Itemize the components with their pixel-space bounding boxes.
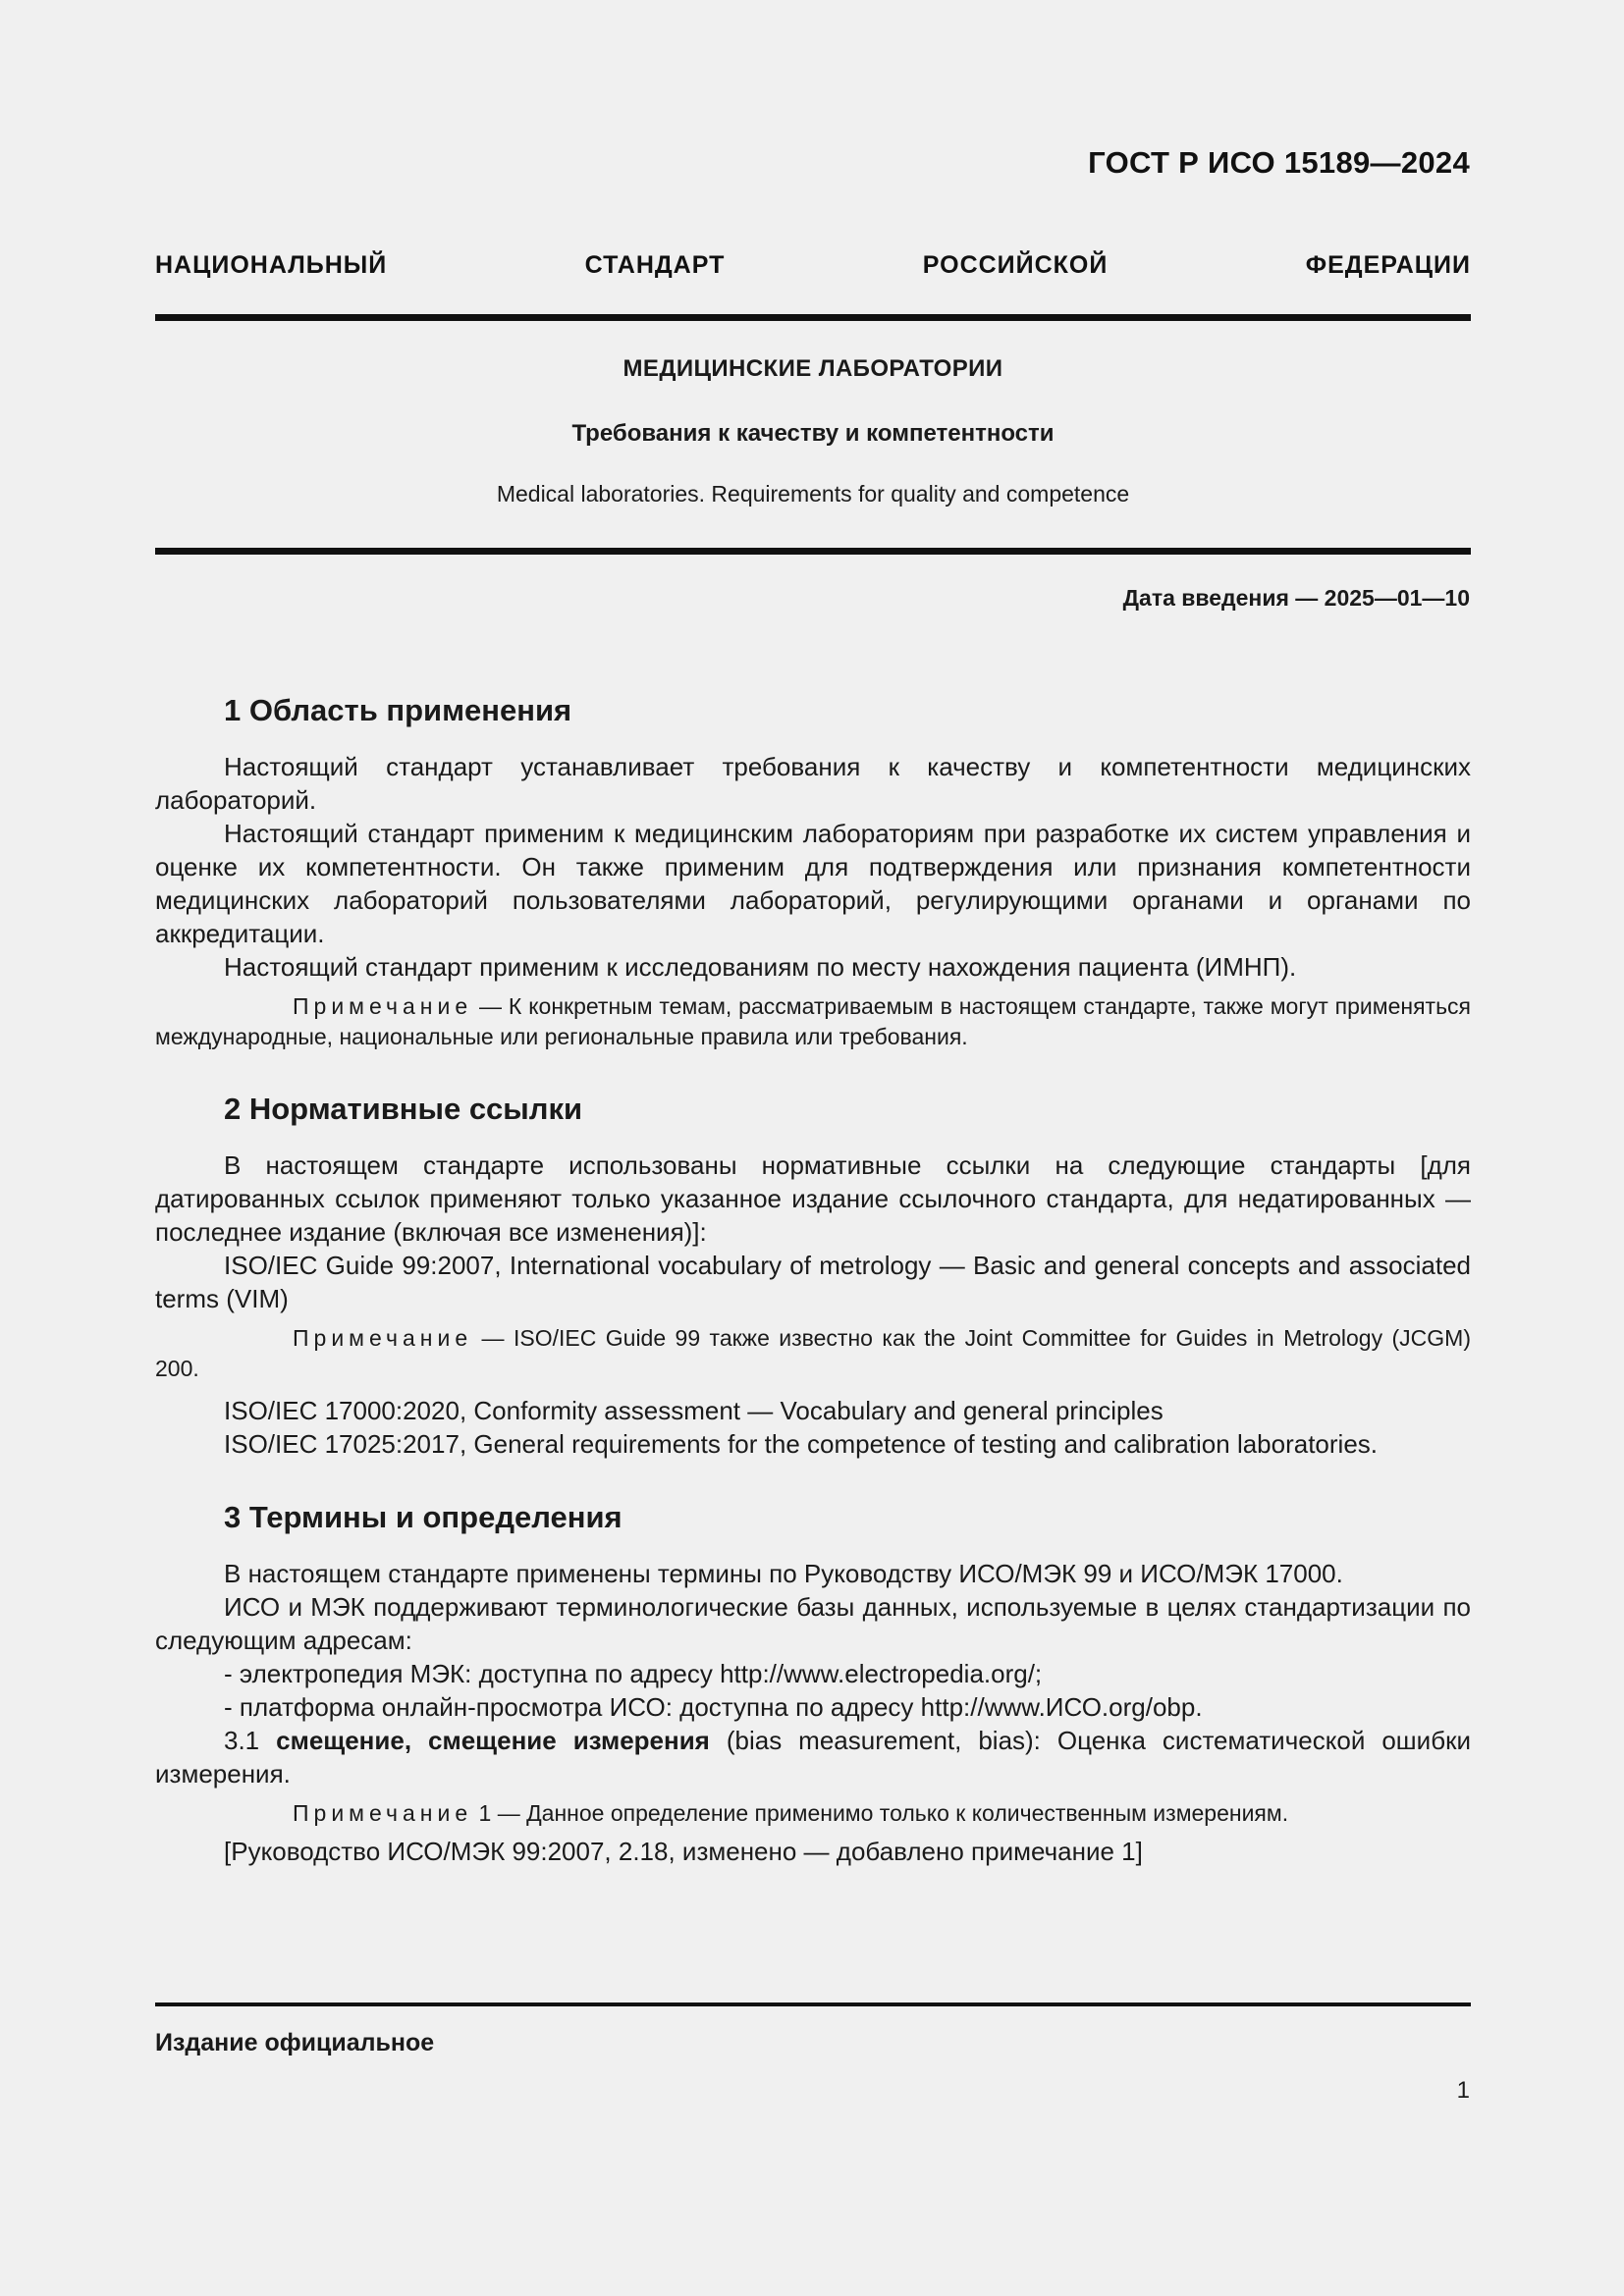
normative-reference: ISO/IEC Guide 99:2007, International vocabulary of metrology — Basic and general concepts and associated terms (VIM) xyxy=(155,1251,1471,1313)
normative-reference: ISO/IEC 17025:2017, General requirements for the competence of testing and calibration laboratories. xyxy=(224,1429,1379,1459)
document-body xyxy=(155,691,1471,1868)
page-number: 1 xyxy=(1456,2077,1470,2104)
title-rule xyxy=(155,548,1471,555)
footer-rule xyxy=(155,2002,1471,2006)
section-3-note xyxy=(155,1798,1471,1829)
document-title: МЕДИЦИНСКИЕ ЛАБОРАТОРИИ xyxy=(623,355,1003,382)
normative-reference: ISO/IEC 17000:2020, Conformity assessment — Vocabulary and general principles xyxy=(224,1396,1164,1425)
note-text: — К конкретным темам, рассматриваемым в настоящем стандарте, также могут применяться международные, национальные или региональные правила или требования. xyxy=(155,993,1471,1049)
note-label: Примечание xyxy=(293,1325,473,1351)
section-1-heading: 1 Область применения xyxy=(224,693,572,727)
section-2-heading: 2 Нормативные ссылки xyxy=(224,1092,583,1126)
address-list-item: - платформа онлайн-просмотра ИСО: доступна по адресу http://www.ИСО.org/obp. xyxy=(224,1692,1203,1722)
term-number: 3.1 xyxy=(224,1726,277,1755)
section-2-note xyxy=(155,1323,1471,1384)
term-source: [Руководство ИСО/МЭК 99:2007, 2.18, изменено — добавлено примечание 1] xyxy=(224,1837,1143,1866)
term-name: смещение, смещение измерения xyxy=(276,1726,710,1755)
note-text: 1 — Данное определение применимо только к количественным измерениям. xyxy=(472,1800,1289,1826)
document-subtitle: Требования к качеству и компетентности xyxy=(571,420,1055,447)
note-label: Примечание xyxy=(293,1800,473,1826)
section-1-paragraph: Настоящий стандарт устанавливает требования к качеству и компетентности медицинских лабораторий. xyxy=(155,752,1471,815)
note-text: — ISO/IEC Guide 99 также известно как the Joint Committee for Guides in Metrology (JCGM) 200. xyxy=(155,1325,1471,1381)
term-definition xyxy=(155,1724,1471,1790)
english-title: Medical laboratories. Requirements for quality and competence xyxy=(496,481,1130,507)
introduction-date: Дата введения — 2025—01—10 xyxy=(1122,585,1470,611)
standard-number: ГОСТ Р ИСО 15189—2024 xyxy=(1088,145,1470,180)
section-1-paragraph: Настоящий стандарт применим к медицинским лабораториям при разработке их систем управления и оценке их компетентности. Он также применим для подтверждения или признания компетентности медицинских лабораторий пользователями лабораторий, регулирующими органами и органами по аккредитации. xyxy=(155,819,1471,948)
official-edition-label: Издание официальное xyxy=(155,2029,435,2056)
address-list-item: - электропедия МЭК: доступна по адресу http://www.electropedia.org/; xyxy=(224,1659,1043,1688)
section-1-paragraph: Настоящий стандарт применим к исследованиям по месту нахождения пациента (ИМНП). xyxy=(224,952,1297,982)
section-3-heading: 3 Термины и определения xyxy=(224,1500,623,1534)
term-text: (bias measurement, bias): Оценка систематической ошибки измерения. xyxy=(155,1726,1471,1789)
note-label: Примечание xyxy=(293,993,473,1019)
section-3-paragraph: В настоящем стандарте применены термины по Руководству ИСО/МЭК 99 и ИСО/МЭК 17000. xyxy=(224,1559,1343,1588)
section-3-paragraph: ИСО и МЭК поддерживают терминологические базы данных, используемые в целях стандартизации по следующим адресам: xyxy=(155,1592,1471,1655)
section-1-note xyxy=(155,991,1471,1052)
section-2-paragraph: В настоящем стандарте использованы нормативные ссылки на следующие стандарты [для датированных ссылок применяют только указанное издание ссылочного стандарта, для недатированных — последнее издание (включая все изменения)]: xyxy=(155,1150,1471,1247)
top-rule xyxy=(155,314,1471,321)
national-standard-banner: НАЦИОНАЛЬНЫЙ СТАНДАРТ РОССИЙСКОЙ ФЕДЕРАЦИИ xyxy=(155,251,1471,279)
